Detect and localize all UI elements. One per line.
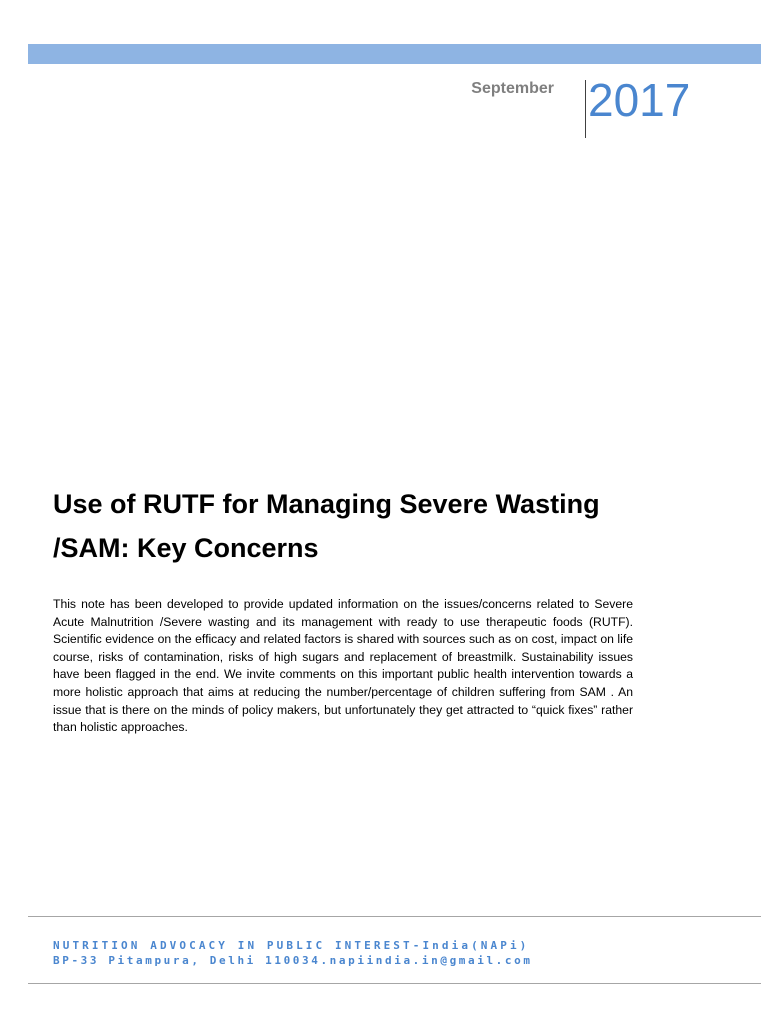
footer-organization: NUTRITION ADVOCACY IN PUBLIC INTEREST-India(NAPi) (53, 939, 530, 952)
document-abstract: This note has been developed to provide updated information on the issues/concerns related to Severe Acute Malnutrition /Severe wasting and its management with ready to use therapeutic foods (RUTF). Scientific evidence on the efficacy and related factors is shared with sources such as on cost, impact on life course, risks of contamination, risks of high sugars and replacement of breastmilk. Sustainability issues have been flagged in the end. We invite comments on this important public health intervention towards a more holistic approach that aims at reducing the number/percentage of children suffering from SAM . An issue that is there on the minds of policy makers, but unfortunately they get attracted to “quick fixes” rather than holistic approaches. (53, 597, 633, 735)
publication-date (440, 76, 740, 140)
footer-bottom-rule (28, 983, 761, 984)
footer-top-rule (28, 916, 761, 917)
header-color-bar (28, 44, 761, 64)
publication-month: September (471, 80, 554, 97)
footer-address: BP-33 Pitampura, Delhi 110034.napiindia.in@gmail.com (53, 954, 533, 967)
date-divider (585, 80, 586, 138)
document-title: Use of RUTF for Managing Severe Wasting /SAM: Key Concerns (53, 489, 600, 563)
publication-year: 2017 (588, 74, 691, 126)
